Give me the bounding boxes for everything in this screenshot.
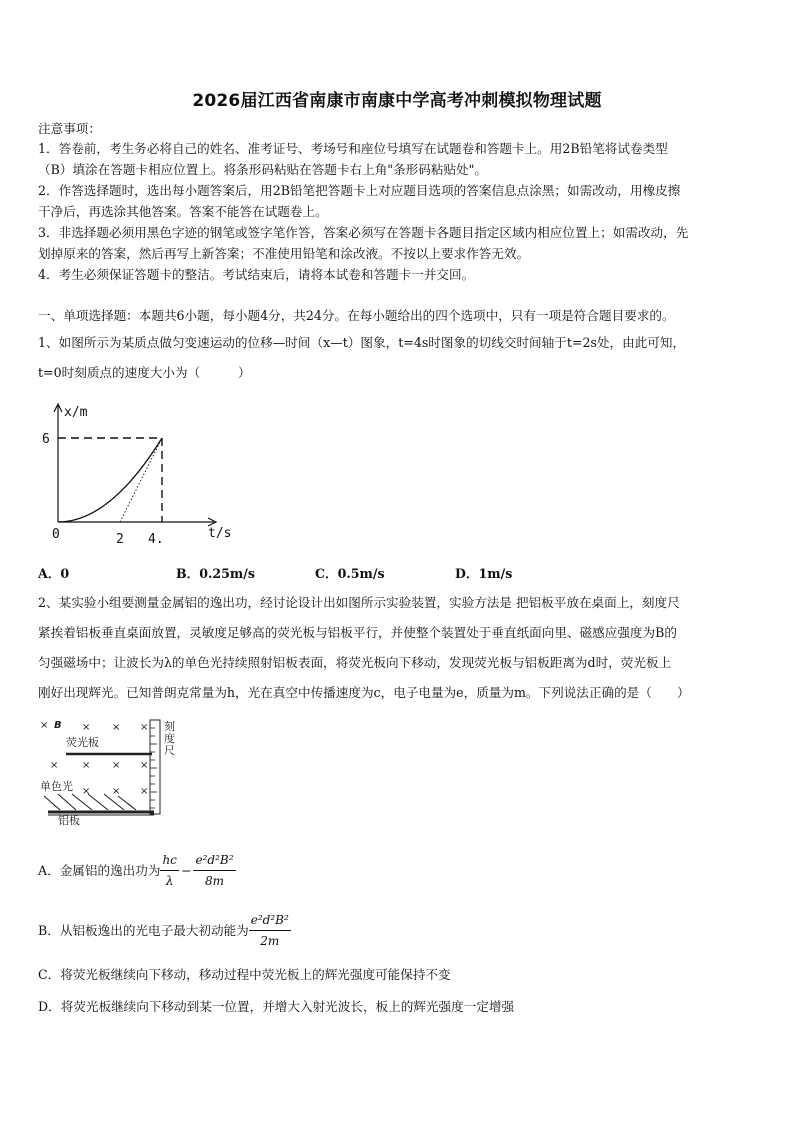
q2-option-d: D．将荧光板继续向下移动到某一位置，并增大入射光波长，板上的辉光强度一定增强 bbox=[38, 999, 515, 1014]
page-title: 2026届江西省南康市南康中学高考冲刺模拟物理试题 bbox=[192, 91, 602, 111]
fraction-numerator: hc bbox=[160, 850, 178, 871]
fraction-hc-lambda bbox=[160, 850, 178, 891]
cross: × bbox=[112, 722, 121, 733]
notice-line: 3．非选择题必须用黑色字迹的钢笔或签字笔作答，答案必须写在答题卡各题目指定区域内相应位置上；如需改动，先 bbox=[38, 225, 689, 240]
fraction-denominator: 8m bbox=[204, 874, 224, 888]
question-2-stem: 紧挨着铝板垂直桌面放置，灵敏度足够高的荧光板与铝板平行，并使整个装置处于垂直纸面向里、磁感应强度为B的 bbox=[38, 625, 677, 640]
ruler-label-3: 尺 bbox=[164, 744, 175, 757]
notice-line: 1．答卷前，考生务必将自己的姓名、准考证号、考场号和座位号填写在试题卷和答题卡上。用2B铅笔将试卷类型 bbox=[38, 141, 668, 156]
fraction-e2d2b2-2m bbox=[249, 910, 291, 951]
y-tick-6: 6 bbox=[42, 432, 50, 447]
cross: × bbox=[140, 722, 149, 733]
question-1-stem-cont: t=0时刻质点的速度大小为（ ） bbox=[38, 365, 251, 380]
question-1-stem: 1、如图所示为某质点做匀变速运动的位移—时间（x—t）图象，t=4s时图象的切线交时间轴于t=2s处，由此可知， bbox=[38, 335, 686, 350]
cross: × bbox=[112, 760, 121, 771]
notice-line: 划掉原来的答案，然后再写上新答案；不准使用铅笔和涂改液。不按以上要求作答无效。 bbox=[38, 246, 530, 261]
notice-line: 2．作答选择题时，选出每小题答案后，用2B铅笔把答题卡上对应题目选项的答案信息点涂黑；如需改动，用橡皮擦 bbox=[38, 183, 681, 198]
q2-option-b bbox=[38, 910, 758, 951]
q2-option-b-label: B．从铝板逸出的光电子最大初动能为 bbox=[38, 922, 249, 938]
cross: × bbox=[112, 786, 121, 797]
notice-line: 干净后，再选涂其他答案。答案不能答在试题卷上。 bbox=[38, 204, 328, 219]
x-axis-label: t/s bbox=[208, 526, 232, 541]
tangent-line bbox=[120, 438, 162, 522]
question-2-stem: 匀强磁场中；让波长为λ的单色光持续照射铝板表面，将荧光板向下移动，发现荧光板与铝板距离为d时，荧光板上 bbox=[38, 655, 672, 670]
cross: × bbox=[82, 722, 91, 733]
cross: × bbox=[140, 760, 149, 771]
cross: × bbox=[50, 760, 59, 771]
notice-line: （B）填涂在答题卡相应位置上。将条形码粘贴在答题卡右上角"条形码粘贴处"。 bbox=[38, 162, 488, 177]
fraction-denominator: λ bbox=[165, 874, 174, 888]
plate-label: 铝板 bbox=[58, 814, 80, 827]
fraction-e2d2b2-8m bbox=[193, 850, 235, 891]
cross: × bbox=[82, 786, 91, 797]
q1-option-b: B．0.25m/s bbox=[176, 566, 255, 581]
q2-option-c: C．将荧光板继续向下移动，移动过程中荧光板上的辉光强度可能保持不变 bbox=[38, 967, 451, 982]
x-tick-2: 2 bbox=[116, 532, 124, 547]
ruler-label-1: 刻 bbox=[164, 720, 175, 733]
fraction-numerator: e²d²B² bbox=[193, 850, 235, 871]
q1-option-d: D．1m/s bbox=[455, 566, 513, 581]
y-axis-label: x/m bbox=[64, 405, 88, 420]
q2-option-a-label: A．金属铝的逸出功为 bbox=[38, 862, 161, 878]
q1-option-c: C．0.5m/s bbox=[315, 566, 385, 581]
cross: × bbox=[82, 760, 91, 771]
q1-option-a: A．0 bbox=[38, 566, 70, 581]
notice-heading: 注意事项： bbox=[38, 121, 101, 136]
apparatus-figure bbox=[36, 716, 186, 828]
ruler-ticks bbox=[150, 728, 157, 808]
fraction-denominator: 2m bbox=[260, 934, 280, 948]
cross: × bbox=[40, 720, 49, 731]
question-2-stem: 2、某实验小组要测量金属铝的逸出功，经讨论设计出如图所示实验装置，实验方法是 把铝板平放在桌面上，刻度尺 bbox=[38, 595, 680, 610]
notice-line: 4．考生必须保证答题卡的整洁。考试结束后，请将本试卷和答题卡一并交回。 bbox=[38, 267, 475, 282]
x-tick-4: 4. bbox=[148, 532, 164, 547]
origin-label: 0 bbox=[52, 527, 60, 542]
q2-option-a bbox=[38, 850, 758, 891]
b-field-label: B bbox=[54, 720, 62, 731]
xt-graph bbox=[36, 396, 246, 548]
screen-label: 荧光板 bbox=[66, 736, 99, 749]
cross: × bbox=[140, 786, 149, 797]
section-heading: 一、单项选择题：本题共6小题，每小题4分，共24分。在每小题给出的四个选项中，只有一项是符合题目要求的。 bbox=[38, 308, 675, 323]
question-2-stem: 刚好出现辉光。已知普朗克常量为h，光在真空中传播速度为c，电子电量为e，质量为m。下列说法正确的是（ ） bbox=[38, 685, 690, 700]
light-label: 单色光 bbox=[40, 780, 73, 793]
ruler-label-2: 度 bbox=[164, 732, 175, 745]
minus-sign: − bbox=[180, 862, 192, 878]
xt-curve bbox=[58, 438, 162, 522]
fraction-numerator: e²d²B² bbox=[249, 910, 291, 931]
